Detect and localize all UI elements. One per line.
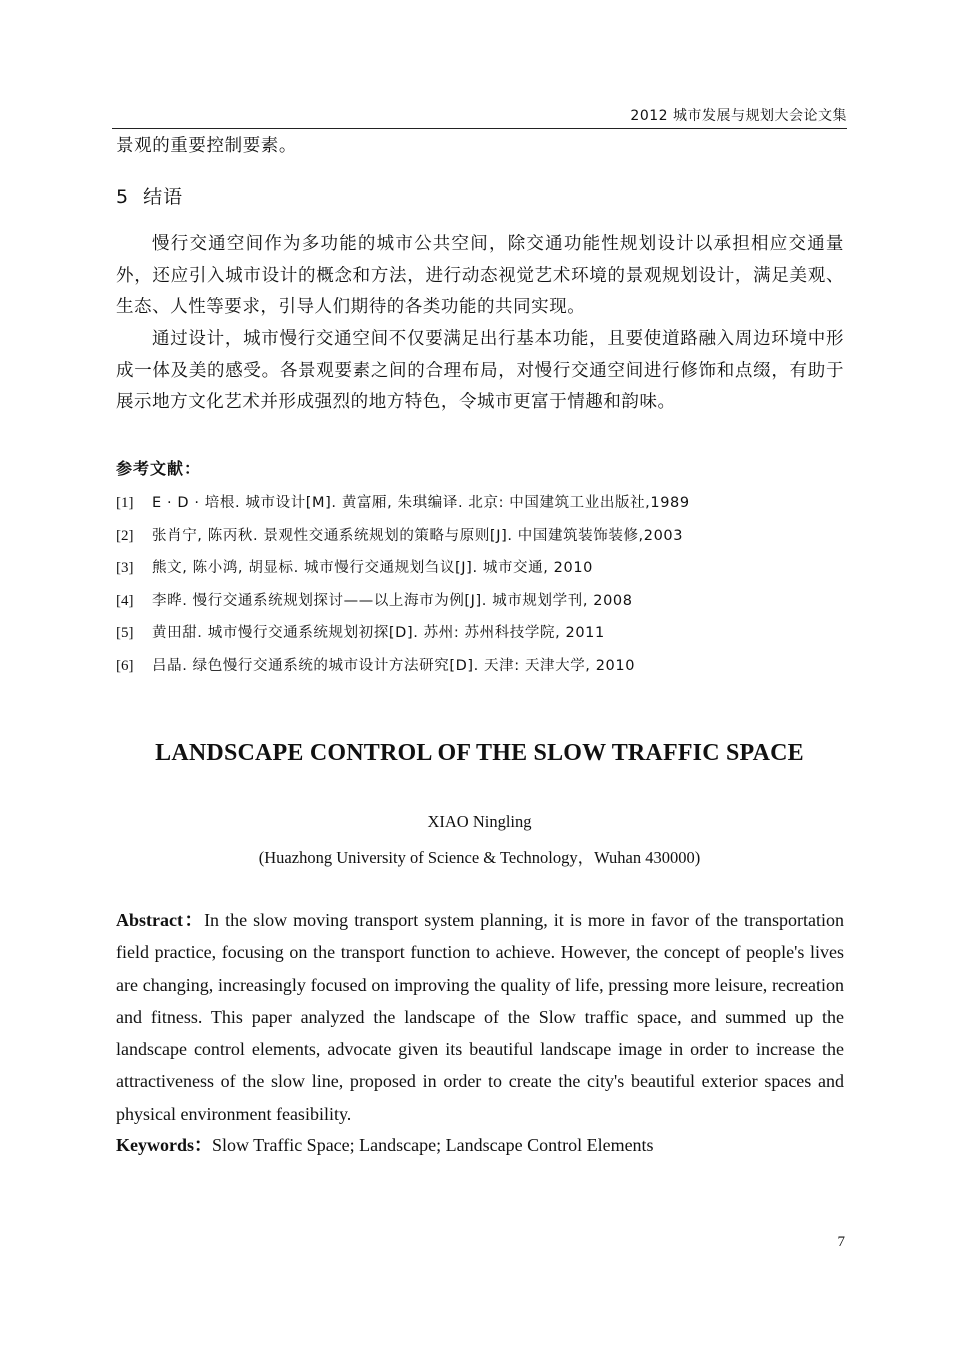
reference-text: 吕晶. 绿色慢行交通系统的城市设计方法研究[D]. 天津: 天津大学, 2010 bbox=[152, 657, 636, 674]
reference-item bbox=[116, 519, 844, 552]
keywords-label: Keywords： bbox=[116, 1135, 212, 1155]
section-number: 5 bbox=[116, 186, 130, 208]
abstract-text: In the slow moving transport system planning, it is more in favor of the transportation field practice, focusing on the transport function to achieve. However, the concept of people's lives are changing, increasingly focused on improving the quality of life, pressing more leisure, recreation and fitness. This paper analyzed the landscape of the Slow traffic space, and summed up the landscape control elements, advocate given its beautiful landscape image in order to increase the attractiveness of the slow line, proposed in order to create the city's beautiful exterior spaces and physical environment feasibility. bbox=[116, 910, 844, 1124]
reference-item bbox=[116, 649, 844, 682]
reference-item bbox=[116, 551, 844, 584]
section-title: 结语 bbox=[143, 186, 184, 208]
reference-item bbox=[116, 616, 844, 649]
reference-text: E · D · 培根. 城市设计[M]. 黄富厢, 朱琪编译. 北京: 中国建筑工业出版社,1989 bbox=[152, 495, 690, 511]
references-heading: 参考文献： bbox=[116, 459, 202, 478]
section-heading bbox=[116, 182, 183, 209]
reference-text: 熊文, 陈小鸿, 胡显标. 城市慢行交通规划刍议[J]. 城市交通, 2010 bbox=[152, 560, 593, 576]
english-author: XIAO Ningling bbox=[427, 812, 532, 831]
reference-text: 李晔. 慢行交通系统规划探讨——以上海市为例[J]. 城市规划学刊, 2008 bbox=[152, 592, 633, 609]
reference-number: [2] bbox=[116, 527, 134, 544]
reference-number: [1] bbox=[116, 495, 134, 511]
reference-item bbox=[116, 486, 844, 519]
running-header: 2012 城市发展与规划大会论文集 bbox=[630, 108, 847, 124]
reference-text: 张肖宁, 陈丙秋. 景观性交通系统规划的策略与原则[J]. 中国建筑装饰装修,2003 bbox=[152, 527, 684, 544]
reference-number: [4] bbox=[116, 592, 134, 609]
english-affiliation: (Huazhong University of Science & Technology，Wuhan 430000) bbox=[258, 848, 701, 867]
reference-text: 黄田甜. 城市慢行交通系统规划初探[D]. 苏州: 苏州科技学院, 2011 bbox=[152, 625, 605, 641]
body-paragraph-1: 慢行交通空间作为多功能的城市公共空间，除交通功能性规划设计以承担相应交通量外，还应引入城市设计的概念和方法，进行动态视觉艺术环境的景观规划设计，满足美观、生态、人性等要求，引导人们期待的各类功能的共同实现。 bbox=[116, 234, 844, 317]
english-title: LANDSCAPE CONTROL OF THE SLOW TRAFFIC SPACE bbox=[155, 740, 804, 766]
reference-number: [3] bbox=[116, 560, 134, 576]
body-paragraph-2: 通过设计，城市慢行交通空间不仅要满足出行基本功能，且要使道路融入周边环境中形成一体及美的感受。各景观要素之间的合理布局，对慢行交通空间进行修饰和点缀，有助于展示地方文化艺术并形成强烈的地方特色，令城市更富于情趣和韵味。 bbox=[116, 329, 844, 412]
page-number: 7 bbox=[837, 1234, 845, 1250]
english-abstract bbox=[116, 904, 844, 1130]
reference-number: [5] bbox=[116, 625, 134, 641]
abstract-label: Abstract： bbox=[116, 910, 205, 930]
reference-item bbox=[116, 584, 844, 617]
header-rule bbox=[112, 128, 847, 129]
keywords-text: Slow Traffic Space; Landscape; Landscape Control Elements bbox=[212, 1135, 654, 1155]
english-keywords bbox=[116, 1129, 844, 1161]
reference-number: [6] bbox=[116, 657, 134, 674]
carry-over-text: 景观的重要控制要素。 bbox=[116, 136, 297, 156]
references-list bbox=[116, 486, 844, 681]
